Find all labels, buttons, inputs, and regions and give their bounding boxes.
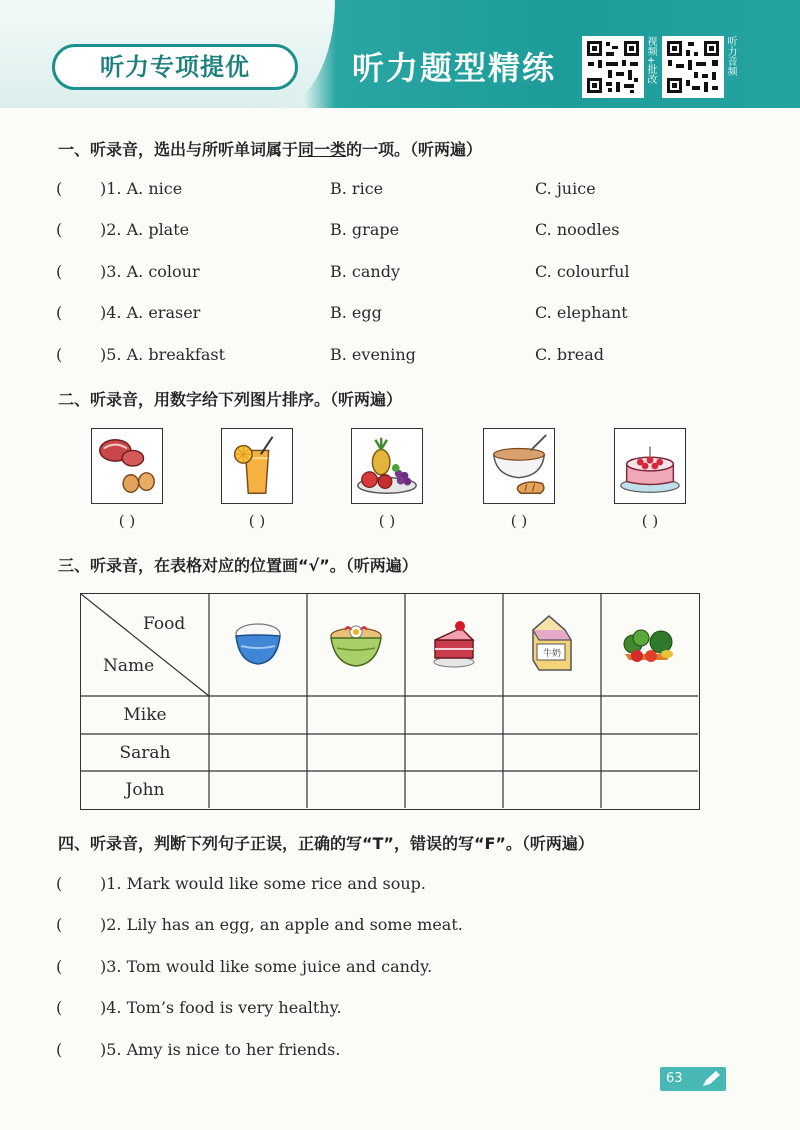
table-name-mike: Mike	[123, 705, 167, 725]
question-option-a: )5. A. breakfast	[100, 345, 226, 364]
order-blank[interactable]: ( )	[248, 512, 266, 530]
qr-caption-video: 视频+批改	[645, 36, 656, 85]
noodle-bowl-icon	[307, 594, 405, 696]
soup-and-bread-icon	[483, 428, 555, 504]
question-option-a: )1. A. nice	[100, 179, 183, 198]
cake-icon	[614, 428, 686, 504]
answer-blank-open[interactable]: (	[56, 345, 63, 364]
qr-caption-audio: 听力音频	[725, 36, 736, 76]
statement-text: )4. Tom’s food is very healthy.	[100, 998, 342, 1017]
section1-title-pre: 一、听录音，选出与所听单词属于	[58, 140, 299, 159]
question-option-b: B. evening	[330, 345, 416, 364]
page-number-badge	[660, 1067, 726, 1091]
answer-blank-open[interactable]: (	[56, 303, 63, 322]
section1-title-emph: 同一类	[298, 140, 347, 159]
header-pill-text: 听力专项提优	[100, 53, 250, 81]
statement-text: )1. Mark would like some rice and soup.	[100, 874, 427, 893]
question-row	[0, 179, 800, 205]
page-number: 63	[666, 1071, 683, 1086]
answer-blank-open[interactable]: (	[56, 1040, 63, 1059]
question-row	[0, 262, 800, 288]
answer-blank-open[interactable]: (	[56, 179, 63, 198]
question-option-c: C. noodles	[535, 220, 620, 239]
section4-title: 四、听录音，判断下列句子正误，正确的写“T”，错误的写“F”。（听两遍）	[58, 834, 594, 853]
question-option-a: )4. A. eraser	[100, 303, 201, 322]
statement-text: )5. Amy is nice to her friends.	[100, 1040, 341, 1059]
statement-row	[0, 915, 800, 941]
question-option-c: C. colourful	[535, 262, 630, 281]
answer-blank-open[interactable]: (	[56, 262, 63, 281]
meat-and-eggs-icon	[91, 428, 163, 504]
section1-title-post: 的一项。（听两遍）	[346, 140, 483, 159]
answer-blank-open[interactable]: (	[56, 915, 63, 934]
page-header	[0, 0, 800, 112]
milk-carton-label: 牛奶	[542, 649, 561, 659]
question-option-b: B. egg	[330, 303, 382, 322]
question-option-c: C. juice	[535, 179, 596, 198]
header-name-label: Name	[103, 656, 155, 676]
section3-title: 三、听录音，在表格对应的位置画“√”。（听两遍）	[58, 556, 418, 575]
section1-title	[58, 137, 482, 160]
header-pill	[52, 44, 298, 90]
qr-code-video-icon[interactable]	[582, 36, 644, 98]
qr-code-audio-icon[interactable]	[662, 36, 724, 98]
statement-text: )3. Tom would like some juice and candy.	[100, 957, 433, 976]
table-name-sarah: Sarah	[119, 743, 171, 763]
answer-blank-open[interactable]: (	[56, 220, 63, 239]
question-option-a: )3. A. colour	[100, 262, 200, 281]
juice-glass-icon	[221, 428, 293, 504]
food-table	[80, 593, 700, 810]
question-row	[0, 345, 800, 371]
table-name-john: John	[125, 780, 165, 800]
question-option-c: C. bread	[535, 345, 604, 364]
header-food-label: Food	[143, 614, 186, 634]
question-option-b: B. rice	[330, 179, 384, 198]
order-blank[interactable]: ( )	[378, 512, 396, 530]
pencil-icon	[700, 1069, 722, 1089]
question-option-a: )2. A. plate	[100, 220, 190, 239]
answer-blank-open[interactable]: (	[56, 957, 63, 976]
answer-blank-open[interactable]: (	[56, 998, 63, 1017]
order-blank[interactable]: ( )	[118, 512, 136, 530]
question-row	[0, 220, 800, 246]
statement-row	[0, 1040, 800, 1066]
statement-row	[0, 874, 800, 900]
question-option-b: B. grape	[330, 220, 400, 239]
question-row	[0, 303, 800, 329]
cake-slice-icon	[405, 594, 503, 696]
header-title: 听力题型精练	[352, 49, 557, 87]
section2-title: 二、听录音，用数字给下列图片排序。（听两遍）	[58, 390, 403, 409]
rice-bowl-icon	[209, 594, 307, 696]
vegetables-icon	[601, 594, 698, 696]
order-blank[interactable]: ( )	[641, 512, 659, 530]
statement-text: )2. Lily has an egg, an apple and some meat.	[100, 915, 463, 934]
question-option-b: B. candy	[330, 262, 401, 281]
question-option-c: C. elephant	[535, 303, 628, 322]
order-blank[interactable]: ( )	[510, 512, 528, 530]
statement-row	[0, 957, 800, 983]
statement-row	[0, 998, 800, 1024]
fruit-plate-icon	[351, 428, 423, 504]
answer-blank-open[interactable]: (	[56, 874, 63, 893]
milk-carton-icon	[503, 594, 601, 696]
